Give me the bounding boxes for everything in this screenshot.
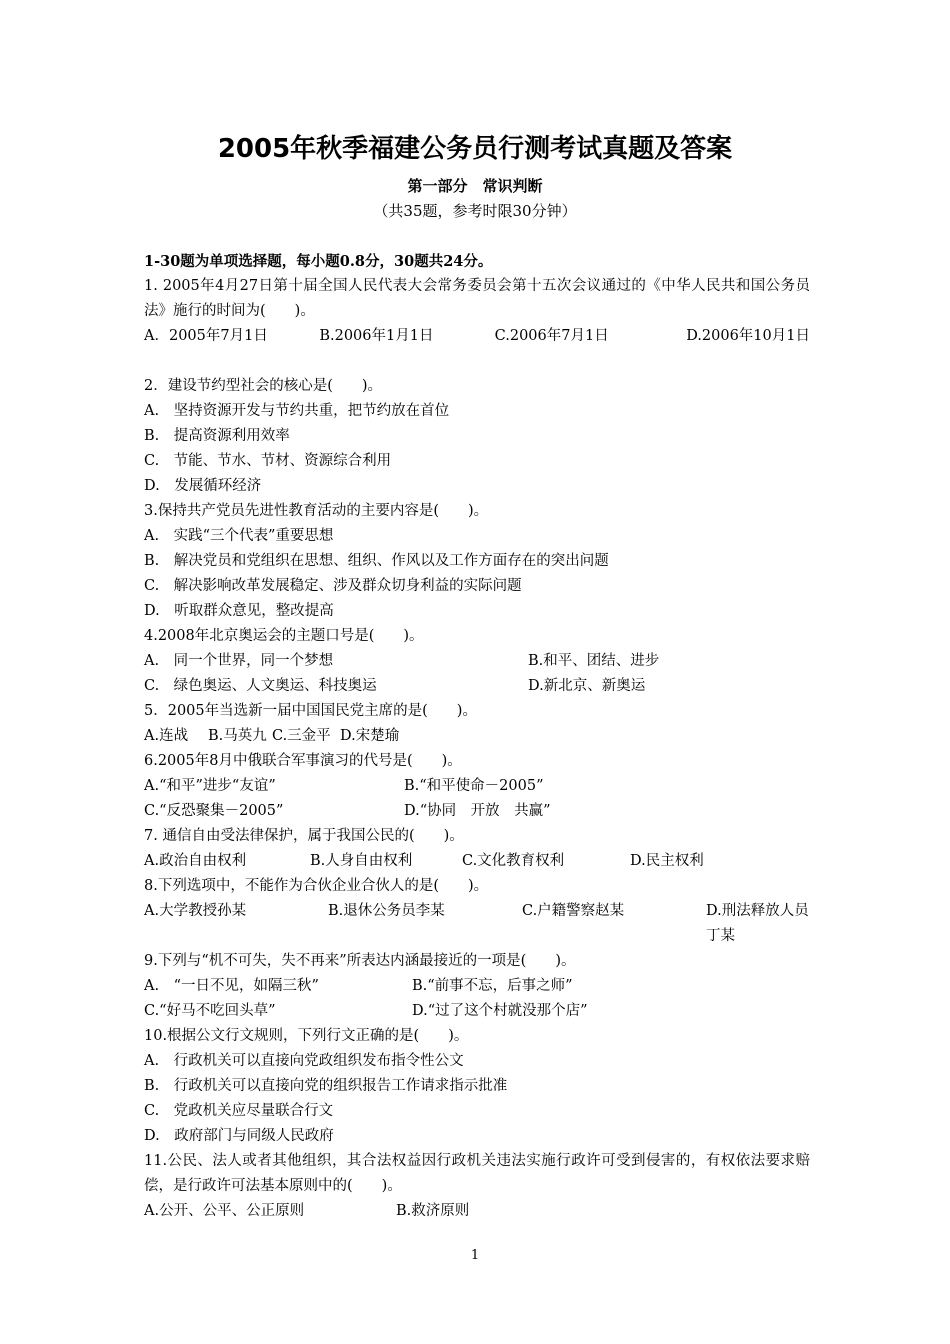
option-c: C.三金平 [272, 728, 331, 744]
option-d: D.2006年10月1日 [686, 328, 810, 344]
page-number: 1 [470, 1248, 480, 1263]
option-c: C.“反恐聚集－2005” [144, 803, 284, 819]
option-a: A. 行政机关可以直接向党政组织发布指令性公文 [144, 1053, 464, 1069]
question-9-options-row2 [144, 999, 810, 1024]
question-1-stem: 1. 2005年4月27日第十届全国人民代表大会常务委员会第十五次会议通过的《中华人民共和国公务员法》施行的时间为( )。 [144, 278, 810, 319]
option-b: B.和平、团结、进步 [528, 653, 660, 669]
question-7-options [144, 849, 810, 874]
section-note: （共35题，参考时限30分钟） [373, 202, 577, 220]
option-b: B.人身自由权利 [310, 853, 413, 869]
question-9-stem: 9.下列与“机不可失，失不再来”所表达内涵最接近的一项是( )。 [144, 953, 576, 969]
option-d: D.“协同 开放 共赢” [404, 803, 551, 819]
option-a: A．2005年7月1日 [144, 328, 268, 344]
question-2-stem: 2．建设节约型社会的核心是( )。 [144, 378, 383, 394]
question-6-stem: 6.2005年8月中俄联合军事演习的代号是( )。 [144, 753, 462, 769]
question-11-options [144, 1199, 810, 1224]
option-d: D.“过了这个村就没那个店” [412, 1003, 588, 1019]
option-b: B.救济原则 [396, 1203, 470, 1219]
question-8-stem: 8.下列选项中，不能作为合伙企业合伙人的是( )。 [144, 878, 489, 894]
option-a: A.公开、公平、公正原则 [144, 1203, 305, 1219]
option-d: D. 发展循环经济 [144, 478, 262, 494]
option-d: D.宋楚瑜 [340, 728, 400, 744]
option-a: A. “一日不见，如隔三秋” [144, 978, 319, 994]
question-list [144, 249, 810, 1224]
question-1-options [144, 324, 810, 349]
option-a: A.连战 [144, 728, 189, 744]
option-c: C.文化教育权利 [462, 853, 565, 869]
section-heading: 第一部分 常识判断 [407, 177, 543, 195]
question-6-options-row2 [144, 799, 810, 824]
option-b: B.“前事不忘，后事之师” [412, 978, 573, 994]
option-c: C.户籍警察赵某 [522, 903, 625, 919]
option-b: B.2006年1月1日 [319, 328, 434, 344]
option-a: A. 坚持资源开发与节约共重，把节约放在首位 [144, 403, 450, 419]
option-b: B. 提高资源利用效率 [144, 428, 290, 444]
question-4-options-row2 [144, 674, 810, 699]
option-d: D.新北京、新奥运 [528, 678, 646, 694]
question-10-stem: 10.根据公文行文规则，下列行文正确的是( )。 [144, 1028, 469, 1044]
question-3-stem: 3.保持共产党员先进性教育活动的主要内容是( )。 [144, 503, 489, 519]
option-d: D.民主权利 [630, 853, 704, 869]
instruction-text: 1-30题为单项选择题，每小题0.8分，30题共24分。 [144, 253, 493, 270]
option-a: A.大学教授孙某 [144, 903, 247, 919]
option-b: B.退休公务员李某 [328, 903, 445, 919]
option-b: B.“和平使命－2005” [404, 778, 544, 794]
question-8-options [144, 899, 810, 944]
option-a: A. 同一个世界，同一个梦想 [144, 653, 334, 669]
option-d: D.刑法释放人员丁某 [706, 903, 809, 944]
option-c: C.2006年7月1日 [494, 328, 609, 344]
option-b: B. 行政机关可以直接向党的组织报告工作请求指示批准 [144, 1078, 508, 1094]
question-4-stem: 4.2008年北京奥运会的主题口号是( )。 [144, 628, 424, 644]
option-c: C. 绿色奥运、人文奥运、科技奥运 [144, 678, 377, 694]
question-6-options-row1 [144, 774, 810, 799]
option-c: C.“好马不吃回头草” [144, 1003, 276, 1019]
option-wrap-spacer [144, 349, 810, 374]
option-a: A. 实践“三个代表”重要思想 [144, 528, 334, 544]
question-7-stem: 7. 通信自由受法律保护，属于我国公民的( )。 [144, 828, 464, 844]
page-title: 2005年秋季福建公务员行测考试真题及答案 [217, 134, 733, 164]
question-9-options-row1 [144, 974, 810, 999]
question-5-stem: 5．2005年当选新一届中国国民党主席的是( )。 [144, 703, 477, 719]
option-c: C. 节能、节水、节材、资源综合利用 [144, 453, 392, 469]
option-d: D. 政府部门与同级人民政府 [144, 1128, 334, 1144]
option-d: D. 听取群众意见，整改提高 [144, 603, 334, 619]
question-5-options [144, 724, 810, 749]
option-a: A.“和平”进步“友谊” [144, 778, 276, 794]
question-11-stem: 11.公民、法人或者其他组织，其合法权益因行政机关违法实施行政许可受到侵害的，有权依法要求赔偿，是行政许可法基本原则中的( )。 [144, 1153, 810, 1194]
option-b: B. 解决党员和党组织在思想、组织、作风以及工作方面存在的突出问题 [144, 553, 609, 569]
option-c: C. 解决影响改革发展稳定、涉及群众切身利益的实际问题 [144, 578, 522, 594]
option-c: C. 党政机关应尽量联合行文 [144, 1103, 334, 1119]
option-b: B.马英九 [208, 728, 267, 744]
question-4-options-row1 [144, 649, 810, 674]
option-a: A.政治自由权利 [144, 853, 247, 869]
